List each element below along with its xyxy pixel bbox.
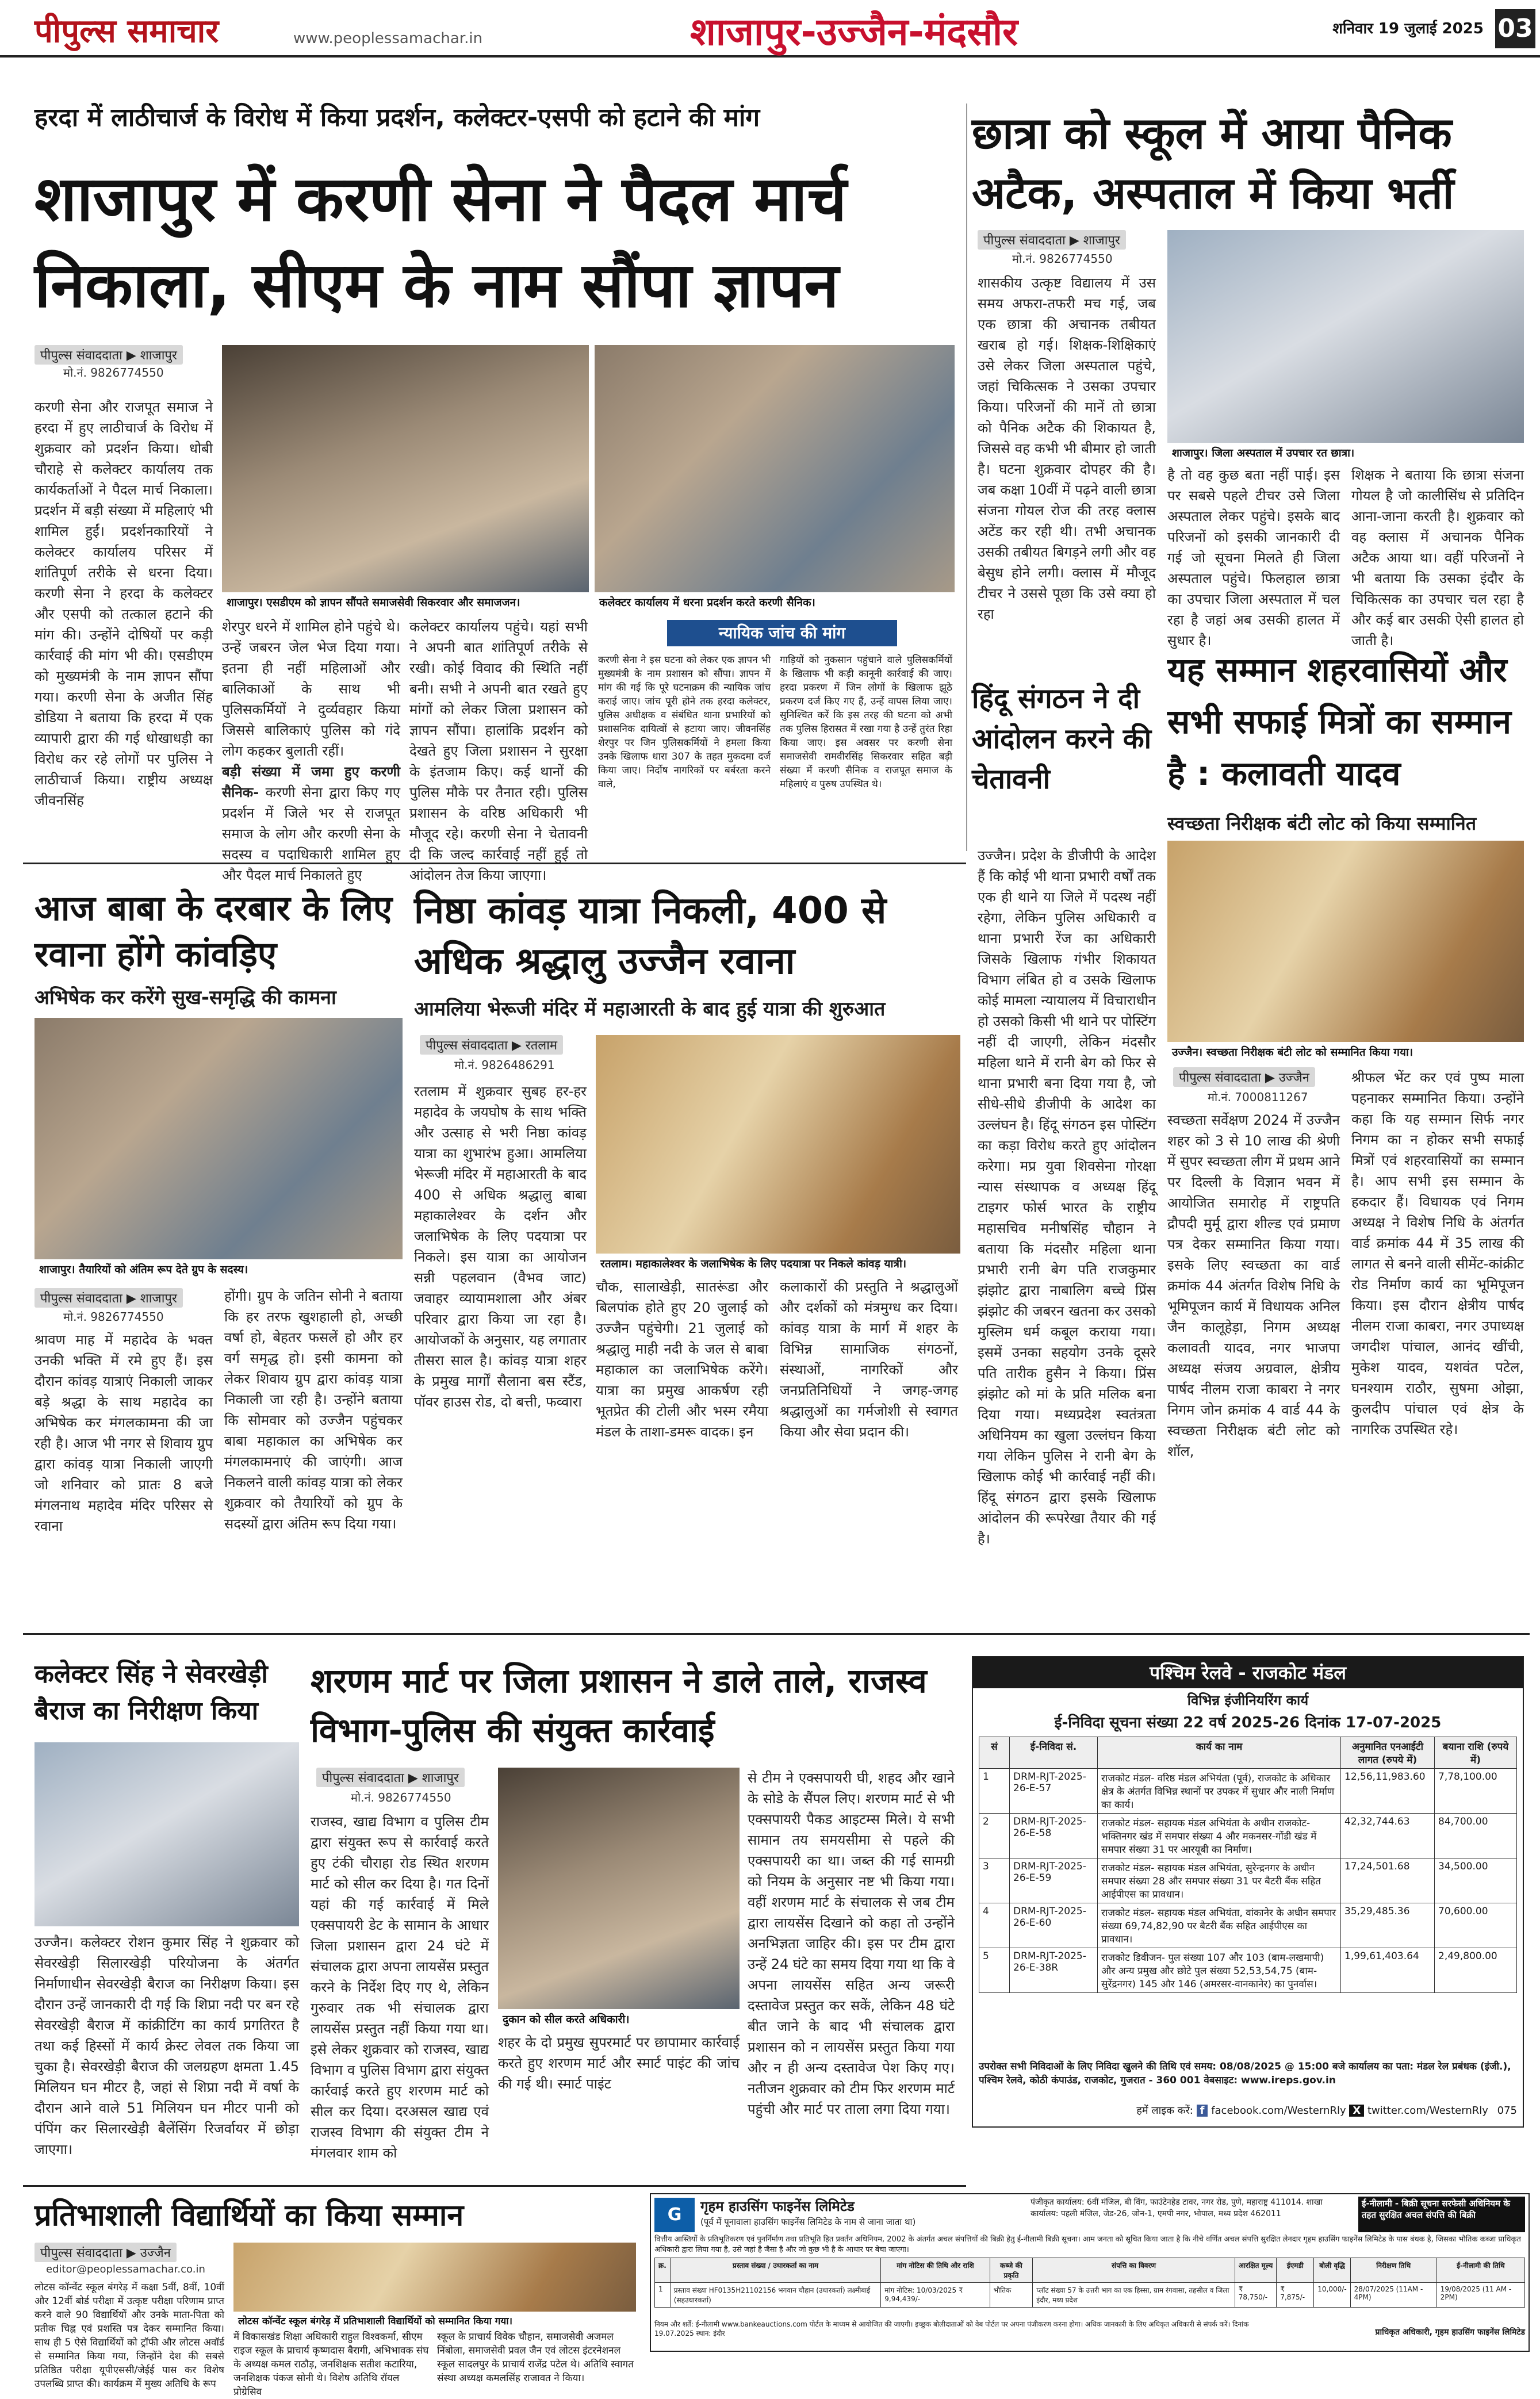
story9-caption: लोटस कॉन्वेंट स्कूल बंगरेड़ में प्रतिभाशाली विद्यार्थियों को सम्मानित किया गया। xyxy=(233,2312,636,2329)
table-cell: भौतिक xyxy=(990,2283,1033,2308)
table-header: कब्जे की प्रकृति xyxy=(990,2258,1033,2283)
table-cell: 5 xyxy=(979,1948,1010,1993)
table-cell: प्रस्ताव संख्या HF0135H21102156 भगवान चौहान (उधारकर्ता) लक्ष्मीबाई (सहउधारकर्ता) xyxy=(670,2283,880,2308)
twitter-link[interactable]: twitter.com/WesternRly xyxy=(1367,2105,1488,2117)
story5-subhead: अभिषेक कर करेंगे सुख-समृद्धि की कामना xyxy=(35,986,336,1009)
story9-byline: पीपुल्स संवाददाता ▶ उज्जैन xyxy=(35,2243,224,2262)
table-cell: 19/08/2025 (11 AM - 2PM) xyxy=(1436,2283,1524,2308)
byline-name: पीपुल्स संवाददाता xyxy=(40,348,122,363)
masthead xyxy=(0,0,1540,58)
table-header: निरीक्षण तिथि xyxy=(1350,2258,1436,2283)
table-cell: राजकोट डिवीजन- पुल संख्या 107 और 103 (बाम-लखमापी) और अन्य प्रमुख और छोटे पुल संख्या 52,53,54,75 (बाम-सुरेंद्रनगर) 145 और 146 (अमरसर-वानकानेर) का पुनर्वास। xyxy=(1098,1948,1341,1993)
table-header: ई-निविदा सं. xyxy=(1010,1737,1098,1769)
facebook-icon: f xyxy=(1197,2105,1208,2117)
brand-logo xyxy=(35,8,334,48)
story1-box-col1: करणी सेना ने इस घटना को लेकर एक ज्ञापन भी मुख्यमंत्री के नाम प्रशासन को सौंपा। ज्ञापन में मांग की गई कि पूरे घटनाक्रम की न्यायिक जांच कराई जाए। जांच पूरी होने तक हरदा कलेक्टर, पुलिस अधीक्षक व संबंधित थाना प्रभारियों को प्रशासनिक दायित्वों से हटाया जाए। जीवनसिंह शेरपुर पर जिन पुलिसकर्मियों ने हमला किया उनके खिलाफ धारा 307 के तहत मुकदमा दर्ज किया जाए। निर्दोष नागरिकों पर बर्बरता करने वाले, xyxy=(598,654,771,790)
table-header: क्र. xyxy=(655,2258,671,2283)
table-header: ई-नीलामी की तिथि xyxy=(1436,2258,1524,2283)
table-cell: DRM-RJT-2025-26-E-60 xyxy=(1010,1903,1098,1948)
table-header: आरक्षित मूल्य xyxy=(1235,2258,1277,2283)
story6-byline: पीपुल्स संवाददाता ▶ रतलाम xyxy=(420,1035,604,1055)
table-row xyxy=(979,1903,1517,1948)
table-header-row xyxy=(979,1737,1517,1769)
table-cell: 12,56,11,983.60 xyxy=(1341,1769,1435,1814)
table-header: बयाना राशि (रुपये में) xyxy=(1435,1737,1517,1769)
story5-byline: पीपुल्स संवाददाता ▶ शाजापुर xyxy=(35,1288,224,1308)
story9-col1: लोटस कॉन्वेंट स्कूल बंगरेड़ में कक्षा 5वीं, 8वीं, 10वीं और 12वीं बोर्ड परीक्षा में उत्कृष्ट परीक्षा परिणाम प्राप्त करने वाले 90 विद्यार्थियों और उनके माता-पिता को प्रतीक चिह्न एवं प्रशस्ति पत्र देकर सम्मानित किया। साथ ही 5 ऐसे विद्यार्थियों को ट्रॉफी और लोटस अवॉर्ड से सम्मानित किया गया, जिन्होंने देश की सबसे प्रतिष्ठित परीक्षा यूपीएससी/जेईई पास कर विशेष उपलब्धि प्राप्त की। कार्यक्रम में मुख्य अतिथि के रूप xyxy=(35,2282,224,2390)
table-cell: DRM-RJT-2025-26-E-59 xyxy=(1010,1858,1098,1903)
grihum-terms: नियम और शर्तें: ई-नीलामी www.bankeauctions.com पोर्टल के माध्यम से आयोजित की जाएगी। इच्छुक बोलीदाताओं को वेब पोर्टल पर अपना पंजीकरण करना होगा। अधिक जानकारी के लिए अधिकृत अधिकारी से संपर्क करें। दिनांक 19.07.2025 स्थान: इंदौर xyxy=(654,2320,1249,2337)
byline-place: रतलाम xyxy=(525,1038,558,1053)
table-cell: 1 xyxy=(655,2283,671,2308)
table-header: ईएमडी xyxy=(1277,2258,1314,2283)
story1-box-title: न्यायिक जांच की मांग xyxy=(667,620,897,646)
twitter-icon: X xyxy=(1349,2105,1364,2117)
story1-caption1: शाजापुर। एसडीएम को ज्ञापन सौंपते समाजसेवी सिकरवार और समाजजन। xyxy=(222,592,589,612)
story6-caption: रतलाम। महाकालेश्वर के जलाभिषेक के लिए पदयात्रा पर निकले कांवड़ यात्री। xyxy=(596,1254,960,1272)
story9-email: editor@peoplessamachar.co.in xyxy=(46,2263,205,2275)
story7-headline: कलेक्टर सिंह ने सेवरखेड़ी बैराज का निरीक्षण किया xyxy=(35,1660,268,1726)
byline-name: पीपुल्स संवाददाता xyxy=(40,1292,122,1306)
table-cell: 34,500.00 xyxy=(1435,1858,1517,1903)
tender-code: 075 xyxy=(1497,2105,1517,2117)
byline-name: पीपुल्स संवाददाता xyxy=(40,2246,122,2260)
table-row xyxy=(655,2283,1525,2308)
story1-subhead: बड़ी संख्या में जमा हुए करणी सैनिक- xyxy=(222,764,400,800)
divider xyxy=(23,863,966,864)
table-cell: DRM-RJT-2025-26-E-58 xyxy=(1010,1814,1098,1858)
website: www.peoplessamachar.in xyxy=(293,30,483,47)
divider xyxy=(23,2185,966,2187)
table-cell: 3 xyxy=(979,1858,1010,1903)
story8-byline: पीपुल्स संवाददाता ▶ शाजापुर xyxy=(316,1768,506,1787)
grihum-table xyxy=(654,2258,1525,2317)
byline-name: पीपुल्स संवाददाता xyxy=(426,1038,508,1053)
story9-headline: प्रतिभाशाली विद्यार्थियों का किया सम्मान xyxy=(35,2198,464,2233)
table-header: अनुमानित एनआईटी लागत (रुपये में) xyxy=(1341,1737,1435,1769)
grihum-company: गृहम हाउसिंग फाइनेंस लिमिटेड xyxy=(700,2198,855,2214)
table-header: मांग नोटिस की तिथि और राशि xyxy=(881,2258,990,2283)
table-row xyxy=(979,1948,1517,1993)
story9-photo xyxy=(233,2243,636,2312)
tender-footer: उपरोक्त सभी निविदाओं के लिए निविदा खुलने की तिथि एवं समय: 08/08/2025 @ 15:00 बजे कार्यालय का पता: मंडल रेल प्रबंधक (इंजी.), पश्चिम रेलवे, कोठी कंपाउंड, राजकोट, गुजरात - 360 001 वेबसाइट: www.ireps.gov.in xyxy=(979,2061,1511,2086)
story9-col3: स्कूल के प्राचार्य विवेक चौहान, समाजसेवी अजमल निंबोला, समाजसेवी प्रवल जैन एवं लोटस इंटरनेशनल स्कूल सादलपुर के प्राचार्य राजेंद्र पटेल थे। अतिथि स्वागत संस्था अध्यक्ष कमलसिंह राजावत ने किया। xyxy=(437,2331,634,2384)
byline-place: उज्जैन xyxy=(1278,1071,1309,1085)
story4-col2: श्रीफल भेंट कर एवं पुष्प माला पहनाकर सम्मानित किया। उन्होंने कहा कि यह सम्मान सिर्फ नगर निगम का न होकर सभी सफाई मित्रों एवं शहरवासियों का सम्मान है। आप सभी इस सम्मान के हकदार हैं। विधायक एवं निगम अध्यक्ष ने विशेष निधि के अंतर्गत वार्ड क्रमांक 44 में 35 लाख की लागत से बनने वाली सीमेंट-कांक्रीट रोड निर्माण कार्य का भूमिपूजन किया। इस दौरान क्षेत्रीय पार्षद नीलम राजा काबरा, नगर उपाध्यक्ष जगदीश पांचाल, आनंद खींची, मुकेश यादव, यशवंत पटेल, घनश्याम राठौर, सुषमा ओझा, कुलदीप पांचाल एवं क्षेत्र के नागरिक उपस्थित रहे। xyxy=(1351,1070,1524,1438)
divider xyxy=(23,1633,1530,1635)
story8-col3: से टीम ने एक्सपायरी घी, शहद और खाने के सोडे के सैंपल लिए। शरणम मार्ट से भी एक्सपायरी पैकड आइटम्स मिले। ये सभी सामान तय समयसीमा से पहले की एक्सपायरी का था। जब्त की गई सामग्री को नियम के अनुसार नष्ट भी किया गया। वहीं शरणम मार्ट के संचालक से जब टीम द्वारा लायसेंस दिखाने को कहा तो उन्होंने अनभिज्ञता जाहिर की। इस पर टीम द्वारा उन्हें 24 घंटे का समय दिया गया था कि वे अपना लायसेंस सहित अन्य जरूरी दस्तावेज प्रस्तुत कर सकें, लेकिन 48 घंटे बीत जाने के बाद भी संचालक द्वारा प्रशासन को न लायसेंस प्रस्तुत किया गया और न ही अन्य दस्तावेज पेश किए गए। नतीजन शुक्रवार को टीम फिर शरणम मार्ट पहुंची और मार्ट पर ताला लगा दिया गया। xyxy=(748,1770,955,2117)
story1-col1: करणी सेना और राजपूत समाज ने हरदा में हुए लाठीचार्ज के विरोध में शुक्रवार को प्रदर्शन किया। धोबी चौराहे से कलेक्टर कार्यालय तक कार्यकर्ताओं ने पैदल मार्च निकाला। प्रदर्शन में बड़ी संख्या में महिलाएं भी शामिल हुईं। प्रदर्शनकारियों ने कलेक्टर कार्यालय परिसर में शांतिपूर्ण तरीके से धरना दिया। करणी सेना ने हरदा के कलेक्टर और एसपी को तत्काल हटाने की मांग की। उन्होंने दोषियों पर कड़ी कार्रवाई की मांग भी की। एसडीएम को मुख्यमंत्री के नाम ज्ञापन सौंपा गया। करणी सेना के अजीत सिंह डोडिया ने बताया कि हरदा में एक व्यापारी द्वारा की गई धोखाधड़ी का विरोध कर रहे लोगों पर पुलिस ने लाठीचार्ज किया। राष्ट्रीय अध्यक्ष जीवनसिंह xyxy=(35,399,213,808)
byline-name: पीपुल्स संवाददाता xyxy=(1179,1071,1261,1085)
tender-table xyxy=(979,1737,1517,2059)
story8-col1: राजस्व, खाद्य विभाग व पुलिस टीम द्वारा संयुक्त रूप से कार्रवाई करते हुए टंकी चौराहा रोड स्थित शरणम मार्ट को सील कर दिया है। गत दिनों यहां की गई कार्रवाई में मिले एक्सपायरी डेट के सामान के आधार जिला प्रशासन द्वारा 24 घंटे में संचालक द्वारा अपना लायसेंस प्रस्तुत करने के निर्देश दिए गए थे, लेकिन गुरुवार तक भी संचालक द्वारा लायसेंस प्रस्तुत नहीं किया गया था। इसे लेकर शुक्रवार को राजस्व, खाद्य विभाग व पुलिस विभाग द्वारा संयुक्त कार्रवाई करते हुए शरणम मार्ट को सील कर दिया। दरअसल खाद्य एवं राजस्व विभाग की संयुक्त टीम ने मंगलवार शाम को xyxy=(311,1814,489,2161)
table-row xyxy=(979,1769,1517,1814)
table-cell: ₹ 7,875/- xyxy=(1277,2283,1314,2308)
story5-caption: शाजापुर। तैयारियों को अंतिम रूप देते ग्रुप के सदस्य। xyxy=(35,1259,403,1278)
story6-photo xyxy=(596,1035,960,1254)
story7-photo xyxy=(35,1742,299,1926)
grihum-company-sub: (पूर्व में पूनावाला हाउसिंग फाइनेंस लिमिटेड के नाम से जाना जाता था) xyxy=(700,2217,916,2227)
grihum-ad xyxy=(650,2193,1530,2352)
grihum-intro: वित्तीय आस्तियों के प्रतिभूतिकरण एवं पुनर्निर्माण तथा प्रतिभूति हित प्रवर्तन अधिनियम, 2002 के अंतर्गत अचल संपत्तियों की बिक्री हेतु ई-नीलामी बिक्री सूचना। आम जनता को सूचित किया जाता है कि नीचे वर्णित अचल संपत्ति सुरक्षित लेनदार गृहम हाउसिंग फाइनेंस लिमिटेड के पास बंधक है, जिसका भौतिक कब्जा प्राधिकृत अधिकारी द्वारा लिया गया है, उसे जहां है जैसा है और जो कुछ भी है के आधार पर बेचा जाएगा। xyxy=(654,2235,1521,2254)
facebook-link[interactable]: facebook.com/WesternRly xyxy=(1211,2105,1346,2117)
table-cell: 70,600.00 xyxy=(1435,1903,1517,1948)
table-header: सं xyxy=(979,1737,1010,1769)
table-cell: 84,700.00 xyxy=(1435,1814,1517,1858)
story1-kicker: हरदा में लाठीचार्ज के विरोध में किया प्रदर्शन, कलेक्टर-एसपी को हटाने की मांग xyxy=(35,103,760,132)
tender-ad xyxy=(972,1656,1524,2128)
story5-mobile: मो.नं. 9826774550 xyxy=(63,1310,164,1324)
divider xyxy=(966,104,967,851)
table-cell: 17,24,501.68 xyxy=(1341,1858,1435,1903)
story2-col1: शासकीय उत्कृष्ट विद्यालय में उस समय अफरा-तफरी मच गई, जब एक छात्रा की अचानक तबीयत खराब हो गई। शिक्षक-शिक्षिकाएं उसे लेकर जिला अस्पताल पहुंचे, जहां चिकित्सक ने उसका उपचार किया। परिजनों की मानें तो छात्रा को पैनिक अटैक की शिकायत है, जिससे वह कभी भी बीमार हो जाती है। घटना शुक्रवार दोपहर की है। जब कक्षा 10वीं में पढ़ने वाली छात्रा संजना गोयल रोज की तरह क्लास अटेंड कर रही थी। तभी अचानक उसकी तबीयत बिगड़ने लगी और वह बेसुध होने लगी। क्लास में मौजूद टीचर ने उससे पूछा कि उसे क्या हो रहा xyxy=(978,275,1156,622)
table-cell: 35,29,485.36 xyxy=(1341,1903,1435,1948)
table-cell: DRM-RJT-2025-26-E-57 xyxy=(1010,1769,1098,1814)
table-cell: 7,78,100.00 xyxy=(1435,1769,1517,1814)
section-title: शाजापुर-उज्जैन-मंदसौर xyxy=(690,10,1018,54)
story2-mobile: मो.नं. 9826774550 xyxy=(1012,252,1113,266)
byline-name: पीपुल्स संवाददाता xyxy=(983,233,1066,248)
story8-mobile: मो.नं. 9826774550 xyxy=(351,1791,451,1804)
social-label: हमें लाइक करें: xyxy=(1136,2105,1193,2117)
story1-box-col2: गाड़ियों को नुकसान पहुंचाने वाले पुलिसकर्मियों के खिलाफ भी कड़ी कानूनी कार्रवाई की जाए। हरदा प्रकरण में जिन लोगों के खिलाफ झूठे प्रकरण दर्ज किए गए हैं, उन्हें वापस लिया जाए। सुनिश्चित करें कि इस तरह की घटना को अभी तक पुलिस हिरासत में रखा गया है उन्हें तुरंत रिहा किया जाए। इस अवसर पर करणी सेना समाजसेवी रामवीरसिंह सिकरवार सहित बड़ी संख्या में करणी सैनिक व राजपूत समाज के महिलाएं व पुरुष उपस्थित थे। xyxy=(780,654,952,790)
table-cell: 28/07/2025 (11AM - 4PM) xyxy=(1350,2283,1436,2308)
issue-date: शनिवार 19 जुलाई 2025 xyxy=(1332,20,1484,37)
tender-title: पश्चिम रेलवे - राजकोट मंडल xyxy=(973,1657,1523,1688)
byline-place: उज्जैन xyxy=(140,2246,171,2260)
story4-col1: स्वच्छता सर्वेक्षण 2024 में उज्जैन शहर को 3 से 10 लाख की श्रेणी में सुपर स्वच्छता लीग में प्रथम आने पर दिल्ली के विज्ञान भवन में आयोजित समारोह में राष्ट्रपति द्रौपदी मुर्मू द्वारा शील्ड एवं प्रमाण पत्र देकर सम्मानित किया गया। इसके लिए स्वच्छता का वार्ड क्रमांक 44 अंतर्गत विशेष निधि के भूमिपूजन कार्य में विधायक अनिल जैन कालूहेड़ा, निगम अध्यक्ष कलावती यादव, नगर भाजपा अध्यक्ष संजय अग्रवाल, क्षेत्रीय पार्षद नीलम राजा काबरा ने नगर निगम जोन क्रमांक 4 वार्ड 44 के स्वच्छता निरीक्षक बंटी लोट को शॉल, xyxy=(1167,1112,1340,1459)
story4-photo xyxy=(1167,841,1524,1042)
story1-photo1 xyxy=(222,345,589,592)
table-cell: 1 xyxy=(979,1769,1010,1814)
story1-photo2 xyxy=(595,345,955,592)
table-cell: राजकोट मंडल- सहायक मंडल अभियंता के अधीन राजकोट-भक्तिनगर खंड में समपार संख्या 4 और मकनसर-गोंडी खंड में समपार संख्या 31 पर आरयूबी का निर्माण। xyxy=(1098,1814,1341,1858)
story2-photo xyxy=(1167,230,1524,443)
story6-col2: चौक, सालाखेड़ी, सातरूंडा और बिलपांक होते हुए 20 जुलाई को उज्जैन पहुंचेगी। 21 जुलाई को श्रद्धालु माही नदी के जल से बाबा महाकाल का जलाभिषेक करेंगे। यात्रा का प्रमुख आकर्षण रही भूतप्रेत की टोली और भस्म रमैया मंडल के ताशा-डमरू वादक। इन xyxy=(596,1279,768,1440)
story3-body: उज्जैन। प्रदेश के डीजीपी के आदेश हैं कि कोई भी थाना प्रभारी वर्षों तक एक ही थाने या जिले में पदस्थ नहीं रहेगा, लेकिन पुलिस अधिकारी व थाना प्रभारी रेंज का अधिकारी जिसके खिलाफ गंभीर शिकायत विभाग लंबित हो व उसके खिलाफ कोई मामला न्यायालय में विचाराधीन हो उसको किसी भी थाने पर पोस्टिंग नहीं दी जाएगी, लेकिन मंदसौर महिला थाने में रानी बेग को फिर से थाना प्रभारी बना दिया गया है, जो सीधे-सीधे डीजीपी के आदेश का उल्लंघन है। हिंदू संगठन इस पोस्टिंग का कड़ा विरोध करते हुए आंदोलन करेगा। मप्र युवा शिवसेना गोरक्षा न्यास संस्थापक व अध्यक्ष हिंदू टाइगर फोर्स भारत के राष्ट्रीय महासचिव मनीषसिंह चौहान ने बताया कि मंदसौर महिला थाना प्रभारी रानी बेग पति राजकुमार झंझोट द्वारा नाबालिग बच्चे प्रिंस झंझोट की जबरन खतना कर उसको मुस्लिम धर्म कबूल कराया गया। इसमें उनका सहयोग उनके दूसरे पति तारीक हुसैन ने किया। प्रिंस झंझोट को मां के प्रति मलिक बना दिया गया। मध्यप्रदेश स्वतंत्रता अधिनियम का खुला उल्लंघन किया गया लेकिन पुलिस ने रानी बेग के खिलाफ कोई भी कार्रवाई नहीं की। हिंदू संगठन द्वारा इसके खिलाफ आंदोलन की रूपरेखा तैयार की गई है। xyxy=(978,848,1156,1547)
story4-mobile: मो.नं. 7000811267 xyxy=(1208,1090,1308,1104)
story8-caption: दुकान को सील करते अधिकारी। xyxy=(498,2009,740,2028)
table-cell: राजकोट मंडल- वरिष्ठ मंडल अभियंता (पूर्व), राजकोट के अधिकार क्षेत्र के अंतर्गत विभिन्न स्थानों पर उपकर में सुधार और नाली निर्माण का कार्य। xyxy=(1098,1769,1341,1814)
story1-byline: पीपुल्स संवाददाता ▶ शाजापुर xyxy=(35,345,242,366)
table-header: प्रस्ताव संख्या / उधारकर्ता का नाम xyxy=(670,2258,880,2283)
story1-caption2: कलेक्टर कार्यालय में धरना प्रदर्शन करते करणी सैनिक। xyxy=(595,592,955,612)
story6-subhead: आमलिया भेरूजी मंदिर में महाआरती के बाद हुई यात्रा की शुरुआत xyxy=(414,998,886,1021)
story2-byline: पीपुल्स संवाददाता ▶ शाजापुर xyxy=(978,230,1167,250)
tender-notice: ई-निविदा सूचना संख्या 22 वर्ष 2025-26 दिनांक 17-07-2025 xyxy=(1054,1714,1442,1731)
brand-name: पीपुल्स समाचार xyxy=(35,13,219,50)
table-header: बोली वृद्धि xyxy=(1314,2258,1350,2283)
table-cell: 2,49,800.00 xyxy=(1435,1948,1517,1993)
story2-caption: शाजापुर। जिला अस्पताल में उपचार रत छात्रा। xyxy=(1167,443,1524,461)
table-cell: प्लॉट संख्या 57 के उत्तरी भाग का एक हिस्सा, ग्राम रंगवासा, तहसील व जिला इंदौर, मध्य प्रदेश xyxy=(1033,2283,1235,2308)
table-cell: 10,000/- xyxy=(1314,2283,1350,2308)
page-number: 03 xyxy=(1495,9,1535,48)
story8-headline: शरणम मार्ट पर जिला प्रशासन ने डाले ताले, राजस्व विभाग-पुलिस की संयुक्त कार्रवाई xyxy=(311,1661,927,1750)
byline-place: शाजापुर xyxy=(422,1771,459,1785)
table-cell: 4 xyxy=(979,1903,1010,1948)
grihum-signature: प्राधिकृत अधिकारी, गृहम हाउसिंग फाइनेंस लिमिटेड xyxy=(1375,2328,1525,2337)
story4-caption: उज्जैन। स्वच्छता निरीक्षक बंटी लोट को सम्मानित किया गया। xyxy=(1167,1042,1524,1060)
story5-col2: होंगी। ग्रुप के जतिन सोनी ने बताया कि हर तरफ खुशहाली हो, अच्छी वर्षा हो, बेहतर फसलें हो और हर वर्ग समृद्ध हो। इसी कामना को लेकर शिवाय ग्रुप द्वारा कांवड़ यात्रा निकाली जा रही है। उन्होंने बताया कि सोमवार को उज्जैन पहुंचकर बाबा महाकाल का अभिषेक कर मंगलकामनाएं की जाएंगी। आज निकलने वाली कांवड़ यात्रा को लेकर शुक्रवार को तैयारियों को ग्रुप के सदस्यों द्वारा अंतिम रूप दिया गया। xyxy=(224,1288,403,1532)
story4-headline: यह सम्मान शहरवासियों और सभी सफाई मित्रों का सम्मान है : कलावती यादव xyxy=(1167,650,1511,793)
story4-subhead: स्वच्छता निरीक्षक बंटी लोट को किया सम्मानित xyxy=(1167,813,1477,834)
table-header: संपत्ति का विवरण xyxy=(1033,2258,1235,2283)
story4-byline: पीपुल्स संवाददाता ▶ उज्जैन xyxy=(1173,1067,1363,1087)
table-cell: 1,99,61,403.64 xyxy=(1341,1948,1435,1993)
table-cell: राजकोट मंडल- सहायक मंडल अभियंता, वांकानेर के अधीन समपार संख्या 69,74,82,90 पर बैटरी बैंक सहित आईपीएस का प्रावधान। xyxy=(1098,1903,1341,1948)
table-cell: DRM-RJT-2025-26-E-38R xyxy=(1010,1948,1098,1993)
story9-col2: में विकासखंड शिक्षा अधिकारी राहुल विश्वकर्मा, सीएम राइज स्कूल के प्राचार्य कृष्णदास बैरागी, अभिभावक संघ के अध्यक्ष कमल राठौड़, जनशिक्षक सतीश कटारिया, जनशिक्षक पंकज सोनी थे। विशेष अतिथि रॉयल प्रोग्रेसिव xyxy=(233,2331,429,2398)
story2-headline: छात्रा को स्कूल में आया पैनिक अटैक, अस्पताल में किया भर्ती xyxy=(972,108,1454,219)
story2-col2: है तो वह कुछ बता नहीं पाई। इस पर सबसे पहले टीचर उसे जिला अस्पताल लेकर पहुंचे। इसके बाद परिजनों को इसकी जानकारी दी गई जो सूचना मिलते ही जिला अस्पताल पहुंचे। फिलहाल छात्रा का उपचार जिला अस्पताल में चल रहा है जहां अब उसकी हालत में सुधार है। xyxy=(1167,467,1340,649)
story6-mobile: मो.नं. 9826486291 xyxy=(454,1058,555,1072)
story1-col2b-text: करणी सेना द्वारा किए गए प्रदर्शन में जिले भर से राजपूत समाज के लोग और करणी सेना के सदस्य व पदाधिकारी शामिल हुए और पैदल मार्च निकालते हुए xyxy=(222,784,401,883)
tender-subtitle: विभिन्न इंजीनियरिंग कार्य xyxy=(1187,1692,1309,1708)
byline-place: शाजापुर xyxy=(140,1292,177,1306)
table-cell: मांग नोटिस: 10/03/2025 ₹ 9,94,439/- xyxy=(881,2283,990,2308)
story5-col1: श्रावण माह में महादेव के भक्त उनकी भक्ति में रमे हुए हैं। इस दौरान कांवड़ यात्राएं निकाली जाकर बड़े श्रद्धा के साथ महादेव का अभिषेक कर मंगलकामना की जा रही है। आज भी नगर से शिवाय ग्रुप द्वारा कांवड़ यात्रा निकाली जाएगी जो शनिवार को प्रातः 8 बजे मंगलनाथ महादेव मंदिर परिसर से रवाना xyxy=(35,1332,213,1534)
story7-body: उज्जैन। कलेक्टर रोशन कुमार सिंह ने शुक्रवार को सेवरखेड़ी सिलारखेड़ी परियोजना के अंतर्गत निर्माणाधीन सेवरखेड़ी बैराज का निरीक्षण किया। इस दौरान उन्हें जानकारी दी गई कि शिप्रा नदी पर बन रहे सेवरखेड़ी बैराज में कांक्रीटिंग का कार्य प्रगतिरत है तथा कई हिस्सों में कार्य क्रेस्ट लेवल तक किया जा चुका है। सेवरखेड़ी बैराज की जलग्रहण क्षमता 1.45 मिलियन घन मीटर है, जहां से शिप्रा नदी में वर्षा के दौरान आने वाले 51 मिलियन घन मीटर पानी को पंपिंग कर सिलारखेड़ी बैलेंसिंग रिजर्वायर में छोड़ा जाएगा। xyxy=(35,1934,299,2157)
story1-mobile: मो.नं. 9826774550 xyxy=(63,366,164,380)
story8-photo xyxy=(498,1768,740,2009)
story3-headline: हिंदू संगठन ने दी आंदोलन करने की चेतावनी xyxy=(972,683,1152,795)
story6-col1: रतलाम में शुक्रवार सुबह हर-हर महादेव के जयघोष के साथ भक्ति और उत्साह से भरी निष्ठा कांवड़ यात्रा का शुभारंभ हुआ। आमलिया भेरूजी मंदिर में महाआरती के बाद 400 से अधिक श्रद्धालु बाबा महाकालेश्वर के दर्शन और जलाभिषेक के लिए पदयात्रा पर निकले। इस यात्रा का आयोजन सन्नी पहलवान (वैभव जाट) जवाहर व्यायामशाला और अंबर परिवार द्वारा किया जा रहा है। आयोजकों के अनुसार, यह लगातार तीसरा साल है। कांवड़ यात्रा शहर के प्रमुख मार्गों सैलाना बस स्टैंड, पॉवर हाउस रोड, दो बत्ती, फव्वारा xyxy=(414,1083,587,1410)
table-row xyxy=(979,1858,1517,1903)
story5-photo xyxy=(35,1018,403,1259)
grihum-right-title: ई-नीलामी - बिक्री सूचना सरफेसी अधिनियम के तहत सुरक्षित अचल संपत्ति की बिक्री xyxy=(1358,2197,1525,2232)
table-cell: ₹ 78,750/- xyxy=(1235,2283,1277,2308)
story1-col3: कलेक्टर कार्यालय पहुंचे। यहां सभी ने अपनी बात शांतिपूर्ण तरीके से रखी। कोई विवाद की स्थिति नहीं बनी। सभी ने अपनी बात रखते हुए मांगों को लेकर जिला प्रशासन को ज्ञापन सौंपा। हालांकि प्रदर्शन को देखते हुए जिला प्रशासन ने सुरक्षा के इंतजाम किए। कई थानों की पुलिस मौके पर तैनात रही। पुलिस प्रशासन के वरिष्ठ अधिकारी भी मौजूद रहे। करणी सेना ने चेतावनी दी कि जल्द कार्रवाई नहीं हुई तो आंदोलन तेज किया जाएगा। xyxy=(409,619,588,883)
story6-col3: कलाकारों की प्रस्तुति ने श्रद्धालुओं और दर्शकों को मंत्रमुग्ध कर दिया। कांवड़ यात्रा के मार्ग में शहर के विभिन्न सामाजिक संगठनों, संस्थाओं, नागरिकों और जनप्रतिनिधियों ने जगह-जगह श्रद्धालुओं का गर्मजोशी से स्वागत किया और सेवा प्रदान की। xyxy=(780,1279,958,1440)
story6-headline: निष्ठा कांवड़ यात्रा निकली, 400 से अधिक श्रद्धालु उज्जैन रवाना xyxy=(414,890,887,983)
story8-col2: शहर के दो प्रमुख सुपरमार्ट पर छापामार कार्रवाई करते हुए शरणम मार्ट और स्मार्ट पाइंट की जांच की गई थी। स्मार्ट पाइंट xyxy=(498,2034,740,2092)
table-row xyxy=(979,1814,1517,1858)
byline-name: पीपुल्स संवाददाता xyxy=(322,1771,404,1785)
story5-headline: आज बाबा के दरबार के लिए रवाना होंगे कांवड़िए xyxy=(35,888,393,975)
table-header: कार्य का नाम xyxy=(1098,1737,1341,1769)
story1-col2-text: शेरपुर धरने में शामिल होने पहुंचे थे। उन्हें जबरन जेल भेज दिया गया। इतना ही नहीं महिलाओं और बालिकाओं के साथ भी पुलिसकर्मियों ने दुर्व्यवहार किया जिससे बालिकाएं पुलिस को गंदे लोग कहकर बुलाती रहीं। xyxy=(222,619,400,759)
grihum-logo: G xyxy=(654,2198,695,2232)
byline-place: शाजापुर xyxy=(140,348,177,363)
table-cell: राजकोट मंडल- सहायक मंडल अभियंता, सुरेन्द्रनगर के अधीन समपार संख्या 28 और समपार संख्या 31 पर बैटरी बैंक सहित आईपीएस का प्रावधान। xyxy=(1098,1858,1341,1903)
tender-social xyxy=(979,2103,1517,2124)
table-cell: 2 xyxy=(979,1814,1010,1858)
grihum-office: पंजीकृत कार्यालय: 6वीं मंजिल, बी विंग, फाउंटेनहेड टावर, नगर रोड, पुणे, महाराष्ट्र 411014. शाखा कार्यालय: पहली मंजिल, जेड-26, जोन-1, एमपी नगर, भोपाल, मध्य प्रदेश 462011 xyxy=(1031,2198,1323,2218)
byline-place: शाजापुर xyxy=(1083,233,1120,248)
table-cell: 42,32,744.63 xyxy=(1341,1814,1435,1858)
table-header-row xyxy=(655,2258,1525,2283)
story2-col3: शिक्षक ने बताया कि छात्रा संजना गोयल है जो कालीसिंध से प्रतिदिन आना-जाना करती है। शुक्रवार को वह क्लास में अचानक पैनिक अटैक आया था। वहीं परिजनों ने भी बताया कि उसका इंदौर के चिकित्सक का उपचार चल रहा है और कई बार उसकी ऐसी हालत हो जाती है। xyxy=(1351,467,1524,649)
story1-headline: शाजापुर में करणी सेना ने पैदल मार्च निकाला, सीएम के नाम सौंपा ज्ञापन xyxy=(35,163,847,321)
